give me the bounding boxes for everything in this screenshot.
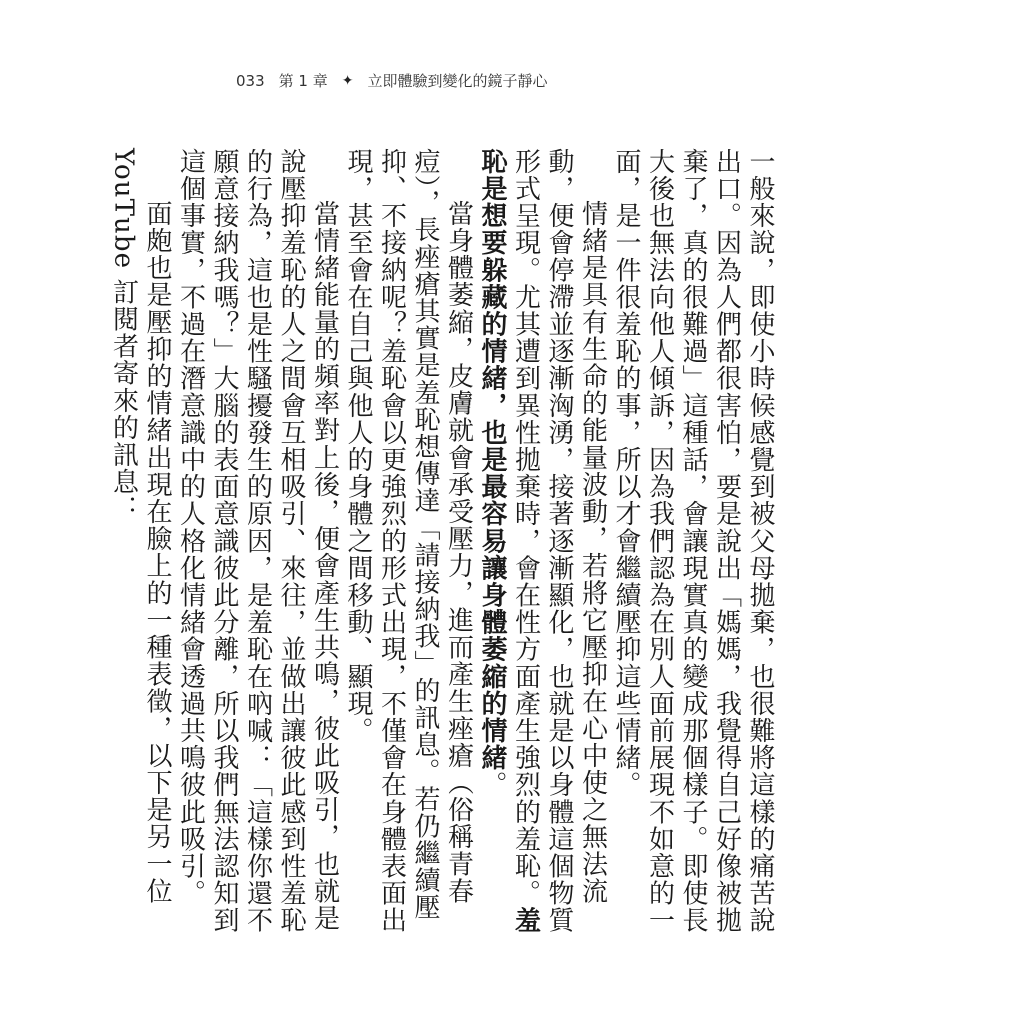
paragraph-4: [173, 148, 341, 948]
chapter-title: 立即體驗到變化的鏡子靜心: [367, 72, 548, 90]
paragraph-5: [106, 148, 173, 948]
paragraph-text: 當情緒能量的頻率對上後，便會產生共鳴，彼此吸引，也就是說壓抑羞恥的人之間會互相吸引、來往，並做出讓彼此感到性羞恥的行為，這也是性騷擾發生的原因，是羞恥在吶喊：「這樣你還不願意接納我嗎？」大腦的表面意識彼此分離，所以我們無法認知到這個事實，不過在潛意識中的人格化情緒會透過共鳴彼此吸引。: [175, 148, 340, 934]
running-header: [236, 70, 547, 91]
paragraph-text: 。: [477, 771, 507, 799]
paragraph-text: 當身體萎縮，皮膚就會承受壓力，進而產生痤瘡（俗稱青春痘），長痤瘡其實是羞恥想傳達「請接納我」的訊息。若仍繼續壓抑、不接納呢？羞恥會以更強烈的形式出現，不僅會在身體表面出現，甚至會在自己與他人的身體之間移動、顯現。: [343, 148, 474, 934]
diamond-separator-icon: ✦: [341, 72, 354, 89]
page-number: 033: [236, 71, 265, 90]
paragraph-text: 面皰也是壓抑的情緒出現在臉上的一種表徵，以下是另一位 YouTube 訂閱者寄來的訊息：: [108, 148, 172, 905]
vertical-body-text: [108, 148, 776, 948]
paragraph-2: [475, 148, 609, 948]
paragraph-text: 情緒是具有生命的能量波動，若將它壓抑在心中使之無法流動，便會停滯並逐漸洶湧，接著逐漸顯化，也就是以身體這個物質形式呈現。尤其遭到異性拋棄時，會在性方面產生強烈的羞恥。: [510, 148, 608, 934]
paragraph-text: 一般來說，即使小時候感覺到被父母拋棄，也很難將這樣的痛苦說出口。因為人們都很害怕，要是說出「媽媽，我覺得自己好像被拋棄了，真的很難過」這種話，會讓現實真的變成那個樣子。即使長大後也無法向他人傾訴，因為我們認為在別人面前展現不如意的一面，是一件很羞恥的事，所以才會繼續壓抑這些情緒。: [611, 148, 775, 934]
paragraph-3: [341, 148, 475, 948]
emphasis-text: 羞恥是想要躲藏的情緒，也是最容易讓身體萎縮的情緒: [477, 148, 541, 934]
paragraph-1: [609, 148, 777, 948]
chapter-label: 第 1 章: [278, 72, 328, 90]
